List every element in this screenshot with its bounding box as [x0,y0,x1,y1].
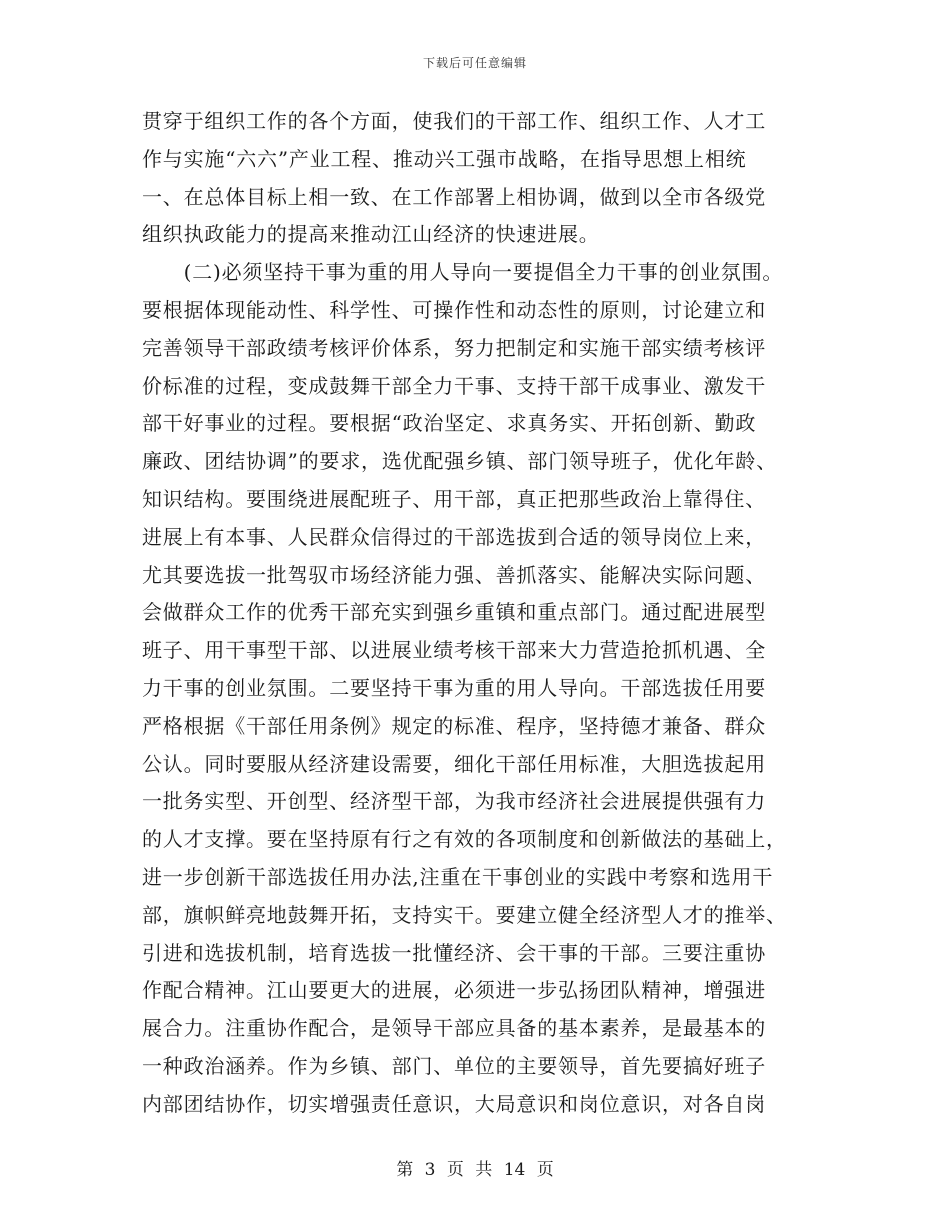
text-line: 完善领导干部政绩考核评价体系，努力把制定和实施干部实绩考核评 [142,335,766,360]
text-line: 进展上有本事、人民群众信得过的干部选拔到合适的领导岗位上来， [142,524,766,549]
text-line: 作与实施“六六”产业工程、推动兴工强市战略，在指导思想上相统 [142,146,747,171]
text-line: 价标准的过程，变成鼓舞干部全力干事、支持干部干成事业、激发干 [142,373,766,398]
section-heading-line: (二)必须坚持干事为重的用人导向一要提倡全力干事的创业氛围。 [142,260,784,285]
text-line: 一批务实型、开创型、经济型干部，为我市经济社会进展提供强有力 [142,789,766,814]
text-line: 要根据体现能动性、科学性、可操作性和动态性的原则，讨论建立和 [142,297,766,322]
text-line: 内部团结协作，切实增强责任意识，大局意识和岗位意识，对各自岗 [142,1091,766,1116]
text-line: 部，旗帜鲜亮地鼓舞开拓，支持实干。要建立健全经济型人才的推举、 [142,902,787,927]
text-line: 引进和选拔机制，培育选拔一批懂经济、会干事的干部。三要注重协 [142,940,766,965]
text-line: 贯穿于组织工作的各个方面，使我们的干部工作、组织工作、人才工 [142,109,766,133]
text-line: 廉政、团结协调”的要求，选优配强乡镇、部门领导班子，优化年龄、 [142,449,778,474]
text-line: 知识结构。要围绕进展配班子、用干部，真正把那些政治上靠得住、 [142,486,766,511]
text-line: 尤其要选拔一批驾驭市场经济能力强、善抓落实、能解决实际问题、 [142,562,766,587]
text-line: 组织执政能力的提高来推动江山经济的快速进展。 [142,222,600,247]
text-line: 一、在总体目标上相一致、在工作部署上相协调，做到以全市各级党 [142,184,766,209]
page-number-footer: 第 3 页 共 14 页 [396,1160,554,1180]
text-line: 公认。同时要服从经济建设需要，细化干部任用标准，大胆选拔起用 [142,751,766,776]
document-body [142,103,822,1124]
text-line: 展合力。注重协作配合，是领导干部应具备的基本素养，是最基本的 [142,1016,766,1041]
text-line: 部干好事业的过程。要根据“政治坚定、求真务实、开拓创新、勤政 [142,411,757,436]
text-line: 的人才支撑。要在坚持原有行之有效的各项制度和创新做法的基础上， [142,827,787,852]
text-line: 班子、用干事型干部、以进展业绩考核干部来大力营造抢抓机遇、全 [142,638,766,663]
text-line: 会做群众工作的优秀干部充实到强乡重镇和重点部门。通过配进展型 [142,600,766,625]
text-line: 作配合精神。江山要更大的进展，必须进一步弘扬团队精神，增强进 [142,978,766,1003]
text-line: 严格根据《干部任用条例》规定的标准、程序，坚持德才兼备、群众 [142,713,766,738]
text-line: 进一步创新干部选拔任用办法,注重在干事创业的实践中考察和选用干 [142,864,774,889]
page-header: 下载后可任意编辑 [422,56,527,70]
text-line: 一种政治涵养。作为乡镇、部门、单位的主要领导，首先要搞好班子 [142,1053,766,1078]
text-line: 力干事的创业氛围。二要坚持干事为重的用人导向。干部选拔任用要 [142,675,766,700]
